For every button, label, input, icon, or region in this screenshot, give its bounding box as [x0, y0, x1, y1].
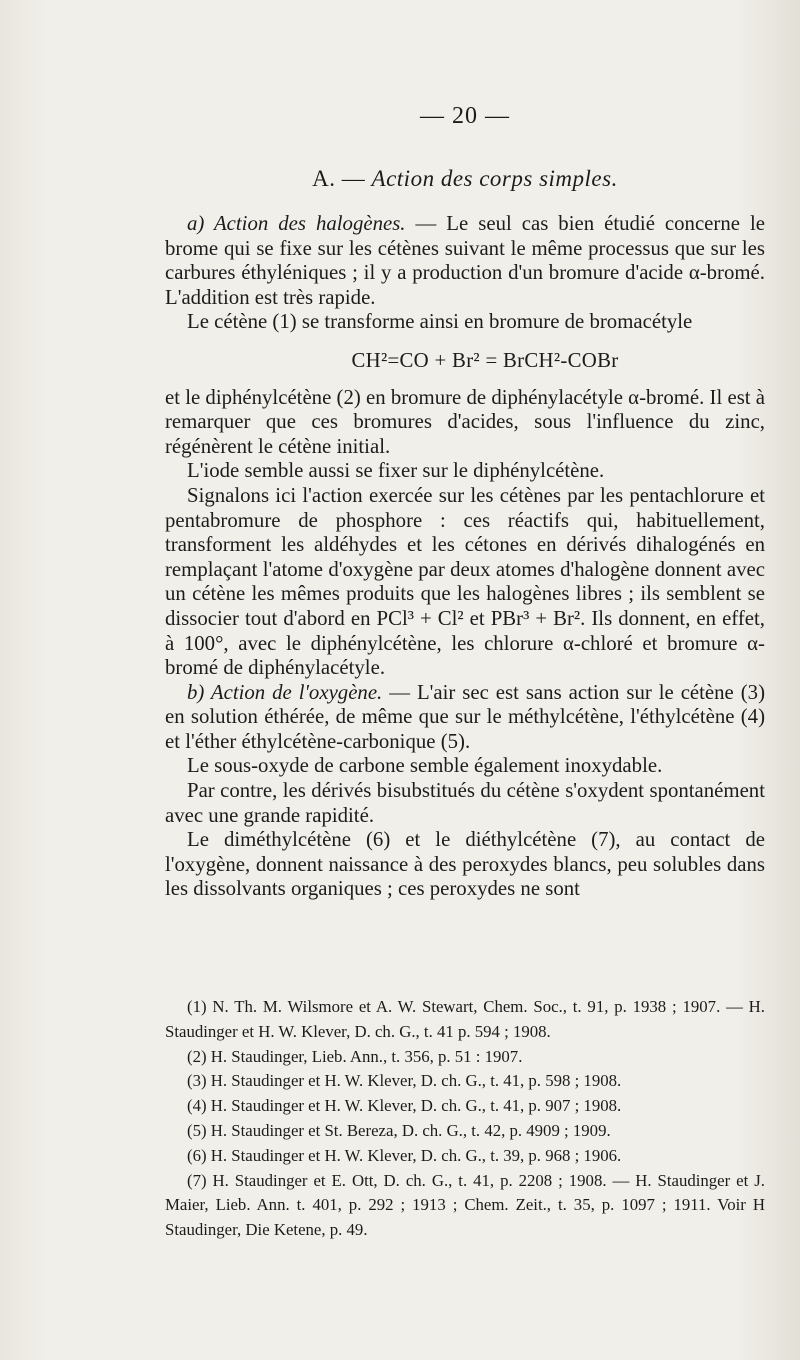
paragraph-text: — Le seul cas bien étudié concerne le brome qui se fixe sur les cétènes suivant le même processus que sur les carbures éthyléniques ; il y a production d'un bromure d'acide α-bromé. L'addition est très rapide. [165, 212, 765, 309]
paragraph-halogenes [165, 212, 765, 310]
footnote: (1) N. Th. M. Wilsmore et A. W. Stewart, Chem. Soc., t. 91, p. 1938 ; 1907. — H. Staudinger et H. W. Klever, D. ch. G., t. 41 p. 594 ; 1908. [165, 997, 765, 1041]
section-heading-prefix: A. — [312, 166, 372, 191]
paragraph: Le sous-oxyde de carbone semble également inoxydable. [187, 754, 663, 778]
paragraph-text: — L'air sec est sans action sur le cétène (3) en solution éthérée, de même que sur le méthylcétène, l'éthylcétène (4) et l'éther éthylcétène-carbonique (5). [165, 680, 765, 753]
footnote: (3) H. Staudinger et H. W. Klever, D. ch. G., t. 41, p. 598 ; 1908. [187, 1071, 622, 1091]
paragraph: Signalons ici l'action exercée sur les cétènes par les pentachlorure et pentabromure de phosphore : ces réactifs qui, habituellement, transforment les aldéhydes et les cétones en dérivés dihalogénés en remplaçant l'atome d'oxygène par deux atomes d'halogène donnent avec un cétène les mêmes produits que les halogènes libres ; ils semblent se dissocier tout d'abord en PCl³ + Cl² et PBr³ + Br². Ils donnent, en effet, à 100°, avec le diphénylcétène, les chlorure α-chloré et bromure α-bromé de diphénylacétyle. [165, 483, 765, 680]
paragraph: Le diméthylcétène (6) et le diéthylcétène (7), au contact de l'oxygène, donnent naissance à des peroxydes blancs, peu solubles dans les dissolvants organiques ; ces peroxydes ne sont [165, 828, 765, 901]
footnote: (2) H. Staudinger, Lieb. Ann., t. 356, p. 51 : 1907. [187, 1046, 523, 1066]
footnote: (7) H. Staudinger et E. Ott, D. ch. G., t. 41, p. 2208 ; 1908. — H. Staudinger et J. Maier, Lieb. Ann. t. 401, p. 292 ; 1913 ; Chem. Zeit., t. 35, p. 1097 ; 1911. Voir H Staudinger, Die Ketene, p. 49. [165, 1170, 765, 1240]
footnote: (5) H. Staudinger et St. Bereza, D. ch. G., t. 42, p. 4909 ; 1909. [187, 1120, 611, 1140]
paragraph-oxygene [165, 681, 765, 755]
paragraph-label: a) Action des halogènes. [187, 212, 406, 235]
footnote: (4) H. Staudinger et H. W. Klever, D. ch. G., t. 41, p. 907 ; 1908. [187, 1096, 622, 1116]
footnote: (6) H. Staudinger et H. W. Klever, D. ch. G., t. 39, p. 968 ; 1906. [187, 1145, 622, 1165]
section-heading-title: Action des corps simples. [371, 166, 618, 191]
section-heading [0, 166, 800, 192]
page-number: — 20 — [420, 103, 510, 129]
paragraph: Le cétène (1) se transforme ainsi en bromure de bromacétyle [187, 310, 693, 334]
footnotes [165, 995, 765, 1243]
paragraph-label: b) Action de l'oxygène. [187, 680, 383, 704]
paragraph: L'iode semble aussi se fixer sur le diphénylcétène. [187, 459, 605, 483]
paragraph: et le diphénylcétène (2) en bromure de diphénylacétyle α-bromé. Il est à remarquer que ces bromures d'acides, sous l'influence du zinc, régénèrent le cétène initial. [165, 385, 765, 458]
paragraph: Par contre, les dérivés bisubstitués du cétène s'oxydent spontanément avec une grande rapidité. [165, 779, 765, 827]
body-text [165, 212, 765, 902]
chemical-equation: CH²=CO + Br² = BrCH²-COBr [351, 348, 619, 372]
